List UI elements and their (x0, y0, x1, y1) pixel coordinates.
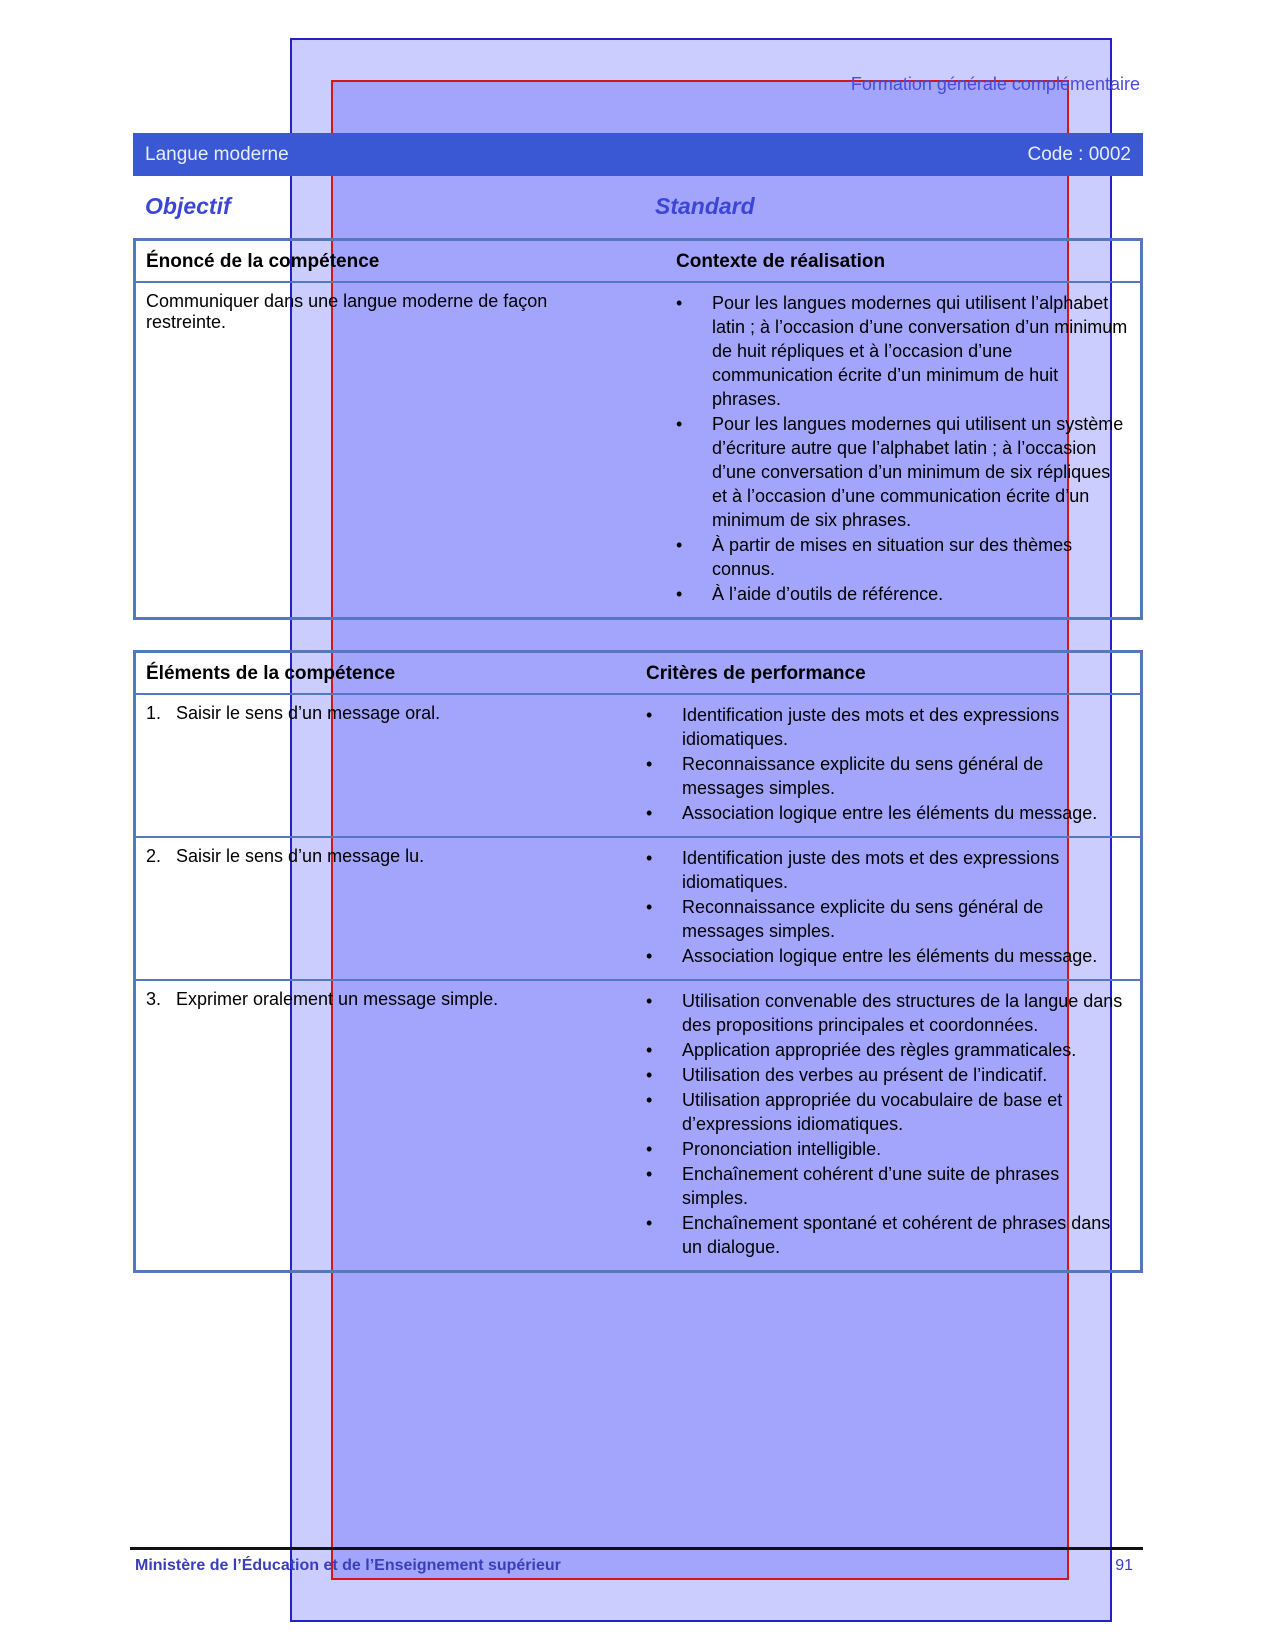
contexte-item: • Pour les langues modernes qui utilisent un système d’écriture autre que l’alphabet latin ; à l’occasion d’une conversation d’un minimum de six répliques et à l’occasion d’une communication écrite d’un minimum de six phrases. (676, 412, 1130, 532)
elements-table (133, 650, 1143, 1273)
element-row (135, 980, 1142, 1272)
critere-item: • Association logique entre les éléments du message. (646, 801, 1130, 825)
element-item (146, 989, 626, 1010)
contexte-item: • À l’aide d’outils de référence. (676, 582, 1130, 606)
contexte-item: • Pour les langues modernes qui utilisent l’alphabet latin ; à l’occasion d’une conversation d’un minimum de huit répliques et à l’occasion d’une communication écrite d’un minimum de huit phrases. (676, 291, 1130, 411)
element-number: 1. (146, 703, 162, 723)
criteres-list (646, 846, 1130, 968)
critere-item: • Application appropriée des règles grammaticales. (646, 1038, 1130, 1062)
page-number: 91 (1115, 1557, 1133, 1574)
element-item (146, 846, 626, 867)
elements-header: Éléments de la compétence (135, 652, 637, 695)
objectif-heading: Objectif (145, 193, 231, 219)
element-row (135, 837, 1142, 980)
element-number: 2. (146, 846, 162, 866)
contexte-cell (666, 282, 1142, 619)
contexte-item: • À partir de mises en situation sur des thèmes connus. (676, 533, 1130, 581)
critere-item: • Association logique entre les éléments du message. (646, 944, 1130, 968)
competence-table-row (135, 282, 1142, 619)
critere-item: • Identification juste des mots et des expressions idiomatiques. (646, 846, 1130, 894)
enonce-text: Communiquer dans une langue moderne de façon restreinte. (146, 291, 548, 332)
footer-rule (130, 1547, 1143, 1550)
critere-item: • Reconnaissance explicite du sens général de messages simples. (646, 895, 1130, 943)
element-item (146, 703, 626, 724)
criteres-header: Critères de performance (636, 652, 1142, 695)
critere-item: • Identification juste des mots et des expressions idiomatiques. (646, 703, 1130, 751)
element-number: 3. (146, 989, 162, 1009)
running-head: Formation générale complémentaire (850, 74, 1140, 94)
critere-item: • Utilisation appropriée du vocabulaire de base et d’expressions idiomatiques. (646, 1088, 1130, 1136)
element-text: Exprimer oralement un message simple. (176, 989, 499, 1009)
footer-ministry: Ministère de l’Éducation et de l’Enseignement supérieur (135, 1557, 561, 1574)
element-text: Saisir le sens d’un message lu. (176, 846, 425, 866)
contexte-list (676, 291, 1130, 606)
course-title-bar (133, 133, 1143, 176)
critere-item: • Enchaînement cohérent d’une suite de phrases simples. (646, 1162, 1130, 1210)
contexte-header: Contexte de réalisation (666, 240, 1142, 283)
competence-table-header (135, 240, 1142, 283)
standard-heading: Standard (655, 193, 755, 219)
competence-table (133, 238, 1143, 620)
elements-table-header (135, 652, 1142, 695)
course-title: Langue moderne (145, 144, 289, 165)
critere-item: • Utilisation des verbes au présent de l’indicatif. (646, 1063, 1130, 1087)
element-text: Saisir le sens d’un message oral. (176, 703, 441, 723)
critere-item: • Enchaînement spontané et cohérent de phrases dans un dialogue. (646, 1211, 1130, 1259)
course-code: Code : 0002 (1027, 144, 1131, 165)
critere-item: • Reconnaissance explicite du sens général de messages simples. (646, 752, 1130, 800)
criteres-list (646, 989, 1130, 1259)
critere-item: • Prononciation intelligible. (646, 1137, 1130, 1161)
criteres-list (646, 703, 1130, 825)
element-row (135, 694, 1142, 837)
critere-item: • Utilisation convenable des structures de la langue dans des propositions principales et coordonnées. (646, 989, 1130, 1037)
enonce-header: Énoncé de la compétence (135, 240, 667, 283)
